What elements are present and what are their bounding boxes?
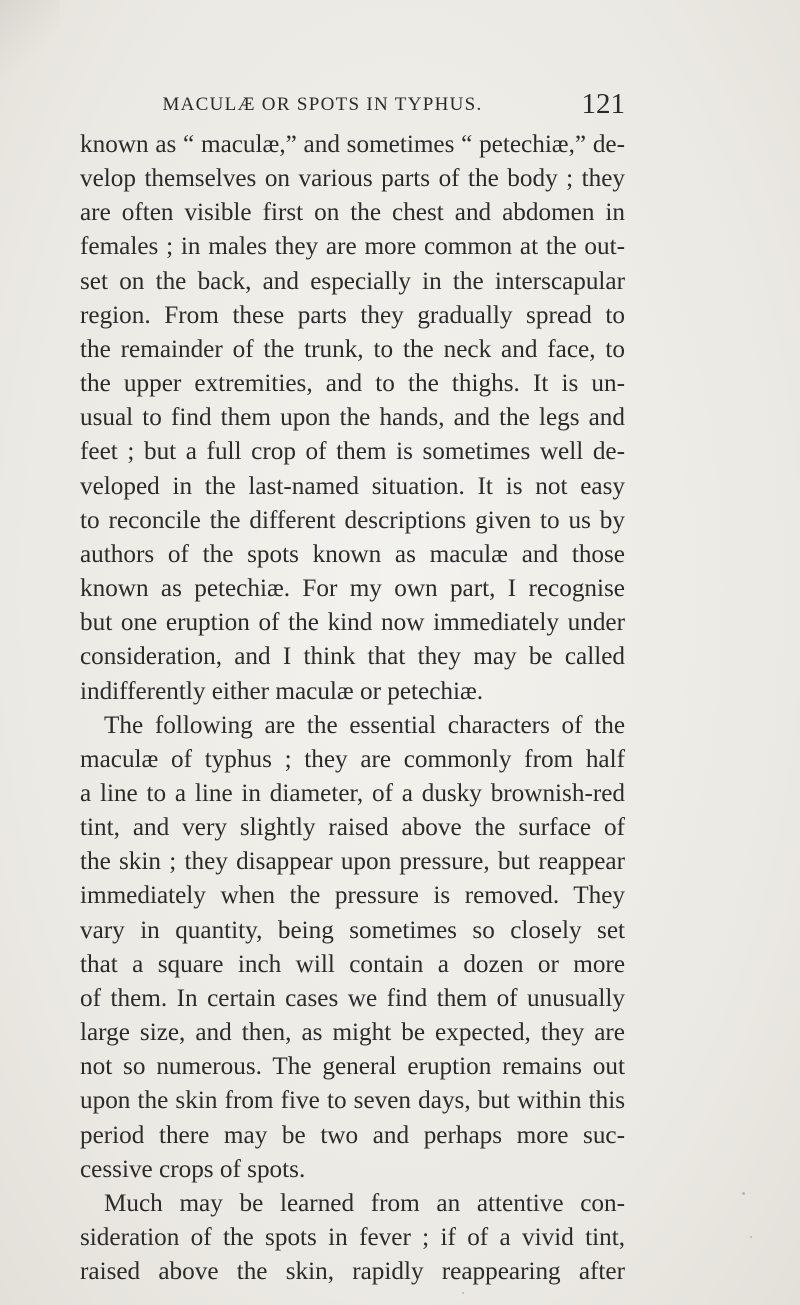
text-line: the upper extremities, and to the thighs. It is un- (80, 370, 625, 398)
text-line: of them. In certain cases we find them of unusually (80, 984, 625, 1012)
text-line: vary in quantity, being sometimes so closely set (80, 916, 625, 944)
running-head (80, 88, 625, 122)
text-line: but one eruption of the kind now immediately under (80, 609, 625, 637)
text-line: the skin ; they disappear upon pressure, but reappear (80, 848, 625, 876)
text-line: a line to a line in diameter, of a dusky brownish-red (80, 779, 625, 807)
text-line: raised above the skin, rapidly reappearing after (80, 1258, 625, 1286)
body-text (80, 128, 625, 1289)
text-line: the remainder of the trunk, to the neck and face, to (80, 335, 625, 363)
text-line: The following are the essential characters of the (104, 711, 625, 739)
text-line: are often visible first on the chest and abdomen in (80, 199, 625, 227)
text-line: upon the skin from five to seven days, but within this (80, 1087, 625, 1115)
text-line: set on the back, and especially in the interscapular (80, 267, 625, 295)
text-line: sideration of the spots in fever ; if of a vivid tint, (80, 1224, 625, 1251)
page-corner-shadow (0, 0, 60, 90)
text-line: not so numerous. The general eruption remains out (80, 1053, 625, 1081)
text-line: region. From these parts they gradually spread to (80, 301, 625, 329)
text-line: immediately when the pressure is removed. They (80, 882, 625, 910)
text-line: indifferently either maculæ or petechiæ. (80, 677, 484, 705)
text-line: veloped in the last-named situation. It is not easy (80, 472, 625, 500)
text-line: females ; in males they are more common at the out- (80, 233, 625, 261)
text-line: feet ; but a full crop of them is sometimes well de- (80, 438, 625, 466)
text-line: known as “ maculæ,” and sometimes “ petechiæ,” de- (80, 131, 625, 158)
text-line: that a square inch will contain a dozen or more (80, 950, 625, 978)
text-line: consideration, and I think that they may be called (80, 643, 625, 671)
text-line: known as petechiæ. For my own part, I recognise (80, 575, 625, 603)
text-line: authors of the spots known as maculæ and those (80, 540, 625, 568)
paper-speck (742, 1192, 745, 1195)
text-line: maculæ of typhus ; they are commonly from half (80, 745, 625, 773)
text-line: tint, and very slightly raised above the surface of (80, 814, 625, 842)
text-line: large size, and then, as might be expected, they are (80, 1019, 625, 1047)
paper-speck (462, 1292, 464, 1294)
text-line: velop themselves on various parts of the body ; they (80, 165, 625, 193)
text-line: period there may be two and perhaps more suc- (80, 1121, 625, 1149)
text-line: to reconcile the different descriptions given to us by (80, 506, 625, 534)
paper-speck (750, 1236, 752, 1238)
text-line: cessive crops of spots. (80, 1155, 306, 1183)
running-title: MACULÆ OR SPOTS IN TYPHUS. (162, 94, 483, 115)
text-line: usual to find them upon the hands, and the legs and (80, 404, 625, 432)
page-number: 121 (581, 88, 625, 120)
text-line: Much may be learned from an attentive con- (104, 1189, 625, 1217)
